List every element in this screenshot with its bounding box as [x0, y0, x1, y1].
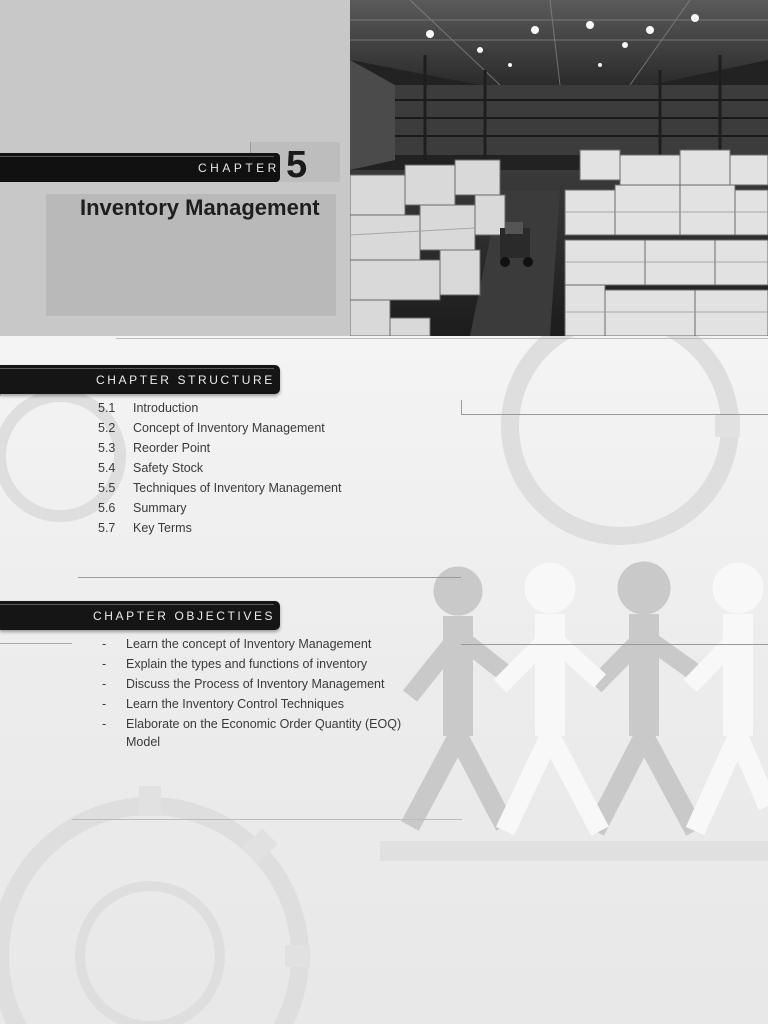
objectives-left-rule — [0, 643, 72, 644]
structure-item — [98, 518, 341, 538]
structure-right-tick — [461, 400, 462, 415]
structure-left-tick — [0, 394, 1, 396]
chapter-number: 5 — [286, 144, 308, 186]
structure-item-label: Key Terms — [133, 521, 192, 535]
bullet-icon: - — [102, 677, 107, 691]
structure-item-label: Concept of Inventory Management — [133, 421, 325, 435]
bullet-icon: - — [102, 717, 107, 731]
structure-item-label: Reorder Point — [133, 441, 211, 455]
structure-item — [98, 438, 341, 458]
objective-text: Explain the types and functions of inventory — [126, 657, 368, 671]
objective-item — [100, 675, 430, 693]
objective-item — [100, 655, 430, 673]
objective-text: Elaborate on the Economic Order Quantity (EOQ) Model — [126, 717, 402, 749]
structure-right-rule — [461, 414, 768, 415]
objective-text: Learn the Inventory Control Techniques — [126, 697, 344, 711]
structure-item-label: Summary — [133, 501, 187, 515]
chapter-label: CHAPTER — [198, 161, 280, 175]
structure-item-number: 5.1 — [98, 401, 116, 415]
structure-item-number: 5.7 — [98, 521, 116, 535]
bullet-icon: - — [102, 657, 107, 671]
objectives-bottom-rule — [72, 819, 462, 820]
objective-text: Discuss the Process of Inventory Management — [126, 677, 385, 691]
objectives-list — [100, 635, 430, 753]
structure-heading: CHAPTER STRUCTURE — [96, 373, 275, 387]
structure-item-label: Techniques of Inventory Management — [133, 481, 342, 495]
objective-item — [100, 715, 430, 751]
structure-item — [98, 478, 341, 498]
structure-item — [98, 458, 341, 478]
structure-item-number: 5.6 — [98, 501, 116, 515]
structure-item-number: 5.4 — [98, 461, 116, 475]
structure-bottom-rule — [78, 577, 461, 578]
objective-item — [100, 635, 430, 653]
structure-item-label: Introduction — [133, 401, 199, 415]
objectives-right-rule — [461, 644, 768, 645]
structure-item-number: 5.2 — [98, 421, 116, 435]
objective-item — [100, 695, 430, 713]
structure-item — [98, 398, 341, 418]
bullet-icon: - — [102, 697, 107, 711]
structure-item-number: 5.3 — [98, 441, 116, 455]
structure-item-number: 5.5 — [98, 481, 116, 495]
structure-item — [98, 498, 341, 518]
structure-list — [98, 398, 341, 538]
structure-item — [98, 418, 341, 438]
structure-item-label: Safety Stock — [133, 461, 204, 475]
warehouse-photo — [350, 0, 768, 336]
header-divider — [116, 338, 768, 339]
chapter-title: Inventory Management — [80, 195, 320, 220]
objective-text: Learn the concept of Inventory Management — [126, 637, 372, 651]
objectives-heading: CHAPTER OBJECTIVES — [93, 609, 276, 623]
bullet-icon: - — [102, 637, 107, 651]
